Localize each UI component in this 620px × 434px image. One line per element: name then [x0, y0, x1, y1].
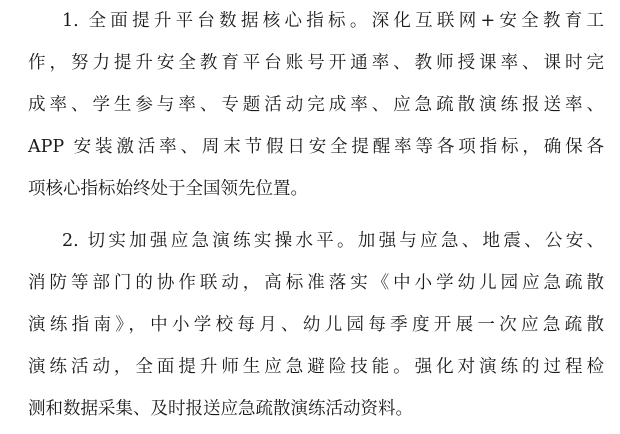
paragraph-line: 2. 切实加强应急演练实操水平。加强与应急、地震、公安、 — [62, 231, 604, 251]
paragraph-line: 演练指南》，中小学校每月、幼儿园每季度开展一次应急疏散 — [28, 315, 604, 335]
paragraph-line: 作，努力提升安全教育平台账号开通率、教师授课率、课时完 — [28, 53, 604, 73]
paragraph-line: APP 安装激活率、周末节假日安全提醒率等各项指标，确保各 — [28, 137, 604, 157]
paragraph-line: 测和数据采集、及时报送应急疏散演练活动资料。 — [28, 399, 413, 419]
paragraph-line: 演练活动，全面提升师生应急避险技能。强化对演练的过程检 — [28, 357, 604, 377]
paragraph-line: 成率、学生参与率、专题活动完成率、应急疏散演练报送率、 — [28, 95, 604, 115]
document-page — [28, 0, 604, 434]
paragraph-line: 消防等部门的协作联动，高标准落实《中小学幼儿园应急疏散 — [28, 273, 604, 293]
paragraph-line: 1. 全面提升平台数据核心指标。深化互联网+安全教育工 — [62, 11, 604, 31]
paragraph-line: 项核心指标始终处于全国领先位置。 — [28, 179, 308, 199]
